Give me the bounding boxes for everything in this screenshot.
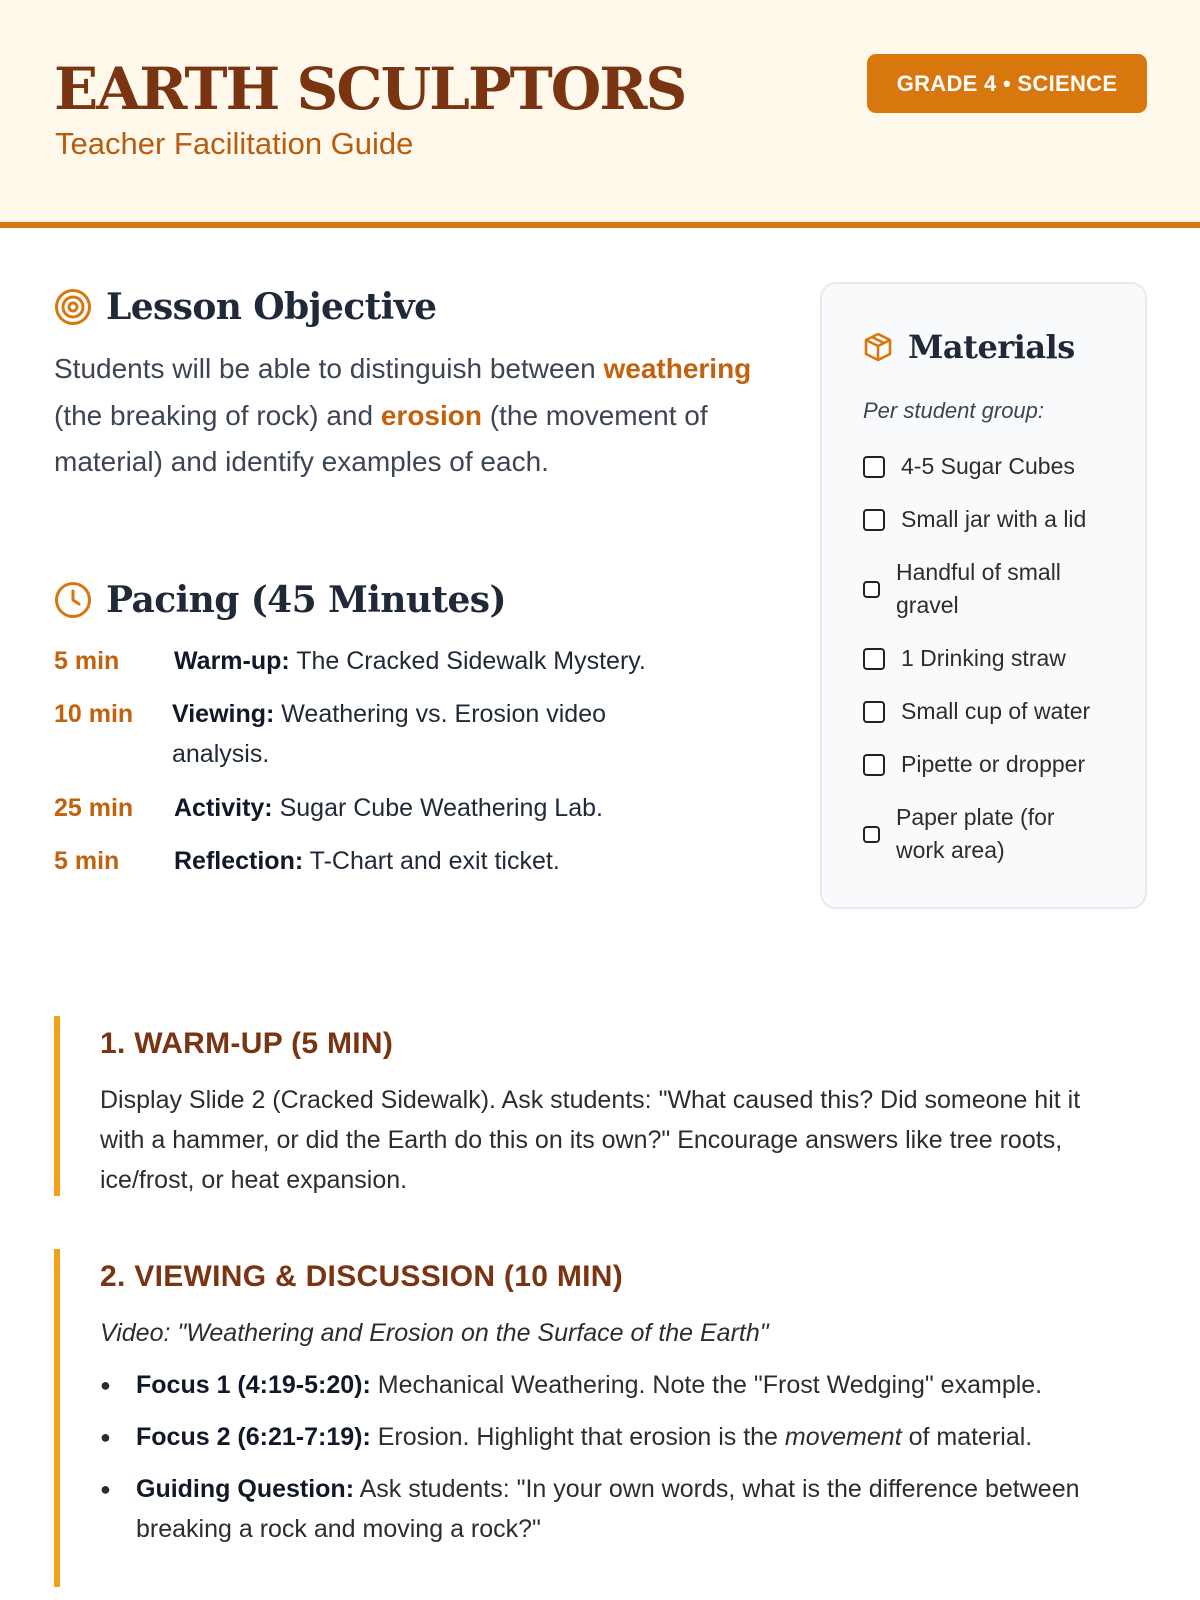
pacing-row xyxy=(54,694,774,774)
objective-text-part: (the movement of material) and identify examples of each. xyxy=(54,399,708,477)
focus-label: Focus 1 (4:19-5:20): xyxy=(136,1371,371,1399)
material-label-line: Paper plate (for xyxy=(896,804,1055,830)
pacing-description xyxy=(174,641,734,681)
material-label-line: Handful of small xyxy=(896,559,1061,585)
focus-text: of material. xyxy=(901,1423,1033,1451)
pacing-row xyxy=(54,841,774,881)
pacing-text: Weathering vs. Erosion video analysis. xyxy=(172,700,606,768)
pacing-row xyxy=(54,641,774,681)
material-item[interactable] xyxy=(863,503,1086,536)
pacing-heading xyxy=(54,579,506,621)
material-label: Small jar with a lid xyxy=(901,506,1087,532)
material-label xyxy=(896,556,1061,622)
bullet-icon: ● xyxy=(100,1479,111,1499)
page-header xyxy=(0,0,1200,228)
page-title: EARTH SCULPTORS xyxy=(54,55,686,123)
objective-text xyxy=(54,346,774,486)
pacing-text: T-Chart and exit ticket. xyxy=(303,847,560,875)
material-item[interactable] xyxy=(863,801,1055,867)
pacing-label: Warm-up: xyxy=(174,647,290,675)
focus-text: Erosion. Highlight that erosion is the xyxy=(370,1423,785,1451)
material-item[interactable] xyxy=(863,748,1085,781)
checkbox[interactable] xyxy=(863,581,880,598)
checkbox[interactable] xyxy=(863,826,880,843)
pacing-time: 5 min xyxy=(54,647,120,675)
objective-text-part: Students will be able to distinguish between xyxy=(54,353,604,384)
focus-label: Guiding Question: xyxy=(136,1475,355,1503)
material-label: 1 Drinking straw xyxy=(901,645,1066,671)
pacing-time: 5 min xyxy=(54,847,120,875)
pacing-label: Activity: xyxy=(174,794,273,822)
per-group-label: Per student group: xyxy=(863,398,1045,423)
grade-subject-badge: GRADE 4 • SCIENCE xyxy=(867,54,1147,113)
viewing-title: 2. VIEWING & DISCUSSION (10 MIN) xyxy=(100,1260,623,1293)
pacing-label: Viewing: xyxy=(172,700,275,728)
material-label: 4-5 Sugar Cubes xyxy=(901,453,1075,479)
checkbox[interactable] xyxy=(863,701,885,723)
term-weathering: weathering xyxy=(603,353,752,384)
checkbox[interactable] xyxy=(863,456,885,478)
materials-heading-label: Materials xyxy=(908,328,1075,366)
video-title: Video: "Weathering and Erosion on the Surface of the Earth" xyxy=(100,1319,769,1347)
focus-text: Mechanical Weathering. Note the "Frost Wedging" example. xyxy=(370,1371,1043,1399)
term-erosion: erosion xyxy=(380,399,482,431)
warmup-body: Display Slide 2 (Cracked Sidewalk). Ask students: "What caused this? Did someone hit it with a hammer, or did the Earth do this on its own?" Encourage answers like tree roots, ice/frost, or heat expansion. xyxy=(100,1086,1081,1194)
material-label: Pipette or dropper xyxy=(901,751,1086,777)
warmup-section xyxy=(54,1016,1154,1196)
viewing-section xyxy=(54,1249,1154,1587)
material-label: Small cup of water xyxy=(901,698,1091,724)
material-label-line: work area) xyxy=(896,837,1005,863)
target-icon xyxy=(54,288,92,326)
materials-card xyxy=(820,282,1147,909)
focus-text: Ask students: "In your own words, what is the difference between breaking a rock and moving a rock?" xyxy=(136,1475,1080,1543)
pacing-row xyxy=(54,788,774,828)
pacing-description xyxy=(172,694,692,774)
list-item xyxy=(100,1417,1150,1457)
list-item xyxy=(100,1469,1150,1549)
pacing-label: Reflection: xyxy=(174,847,304,875)
material-item[interactable] xyxy=(863,450,1075,483)
material-item[interactable] xyxy=(863,642,1066,675)
pacing-time: 25 min xyxy=(54,794,134,822)
pacing-description xyxy=(174,841,734,881)
clock-icon xyxy=(54,581,92,619)
page-subtitle: Teacher Facilitation Guide xyxy=(55,126,414,161)
pacing-text: Sugar Cube Weathering Lab. xyxy=(272,794,603,822)
material-label-line: gravel xyxy=(896,592,959,618)
material-item[interactable] xyxy=(863,695,1090,728)
pacing-time: 10 min xyxy=(54,700,134,728)
focus-emphasis: movement xyxy=(784,1423,902,1451)
checkbox[interactable] xyxy=(863,754,885,776)
pacing-text: The Cracked Sidewalk Mystery. xyxy=(289,647,646,675)
focus-list xyxy=(100,1365,1150,1549)
warmup-title: 1. WARM-UP (5 MIN) xyxy=(100,1027,394,1060)
material-label xyxy=(896,801,1055,867)
checkbox[interactable] xyxy=(863,648,885,670)
pacing-heading-label: Pacing (45 Minutes) xyxy=(106,579,506,621)
objective-heading-label: Lesson Objective xyxy=(106,286,437,328)
bullet-icon: ● xyxy=(100,1375,111,1395)
checkbox[interactable] xyxy=(863,509,885,531)
box-icon xyxy=(862,331,894,363)
bullet-icon: ● xyxy=(100,1427,111,1447)
material-item[interactable] xyxy=(863,556,1061,622)
list-item xyxy=(100,1365,1150,1405)
pacing-description xyxy=(174,788,734,828)
objective-text-part: (the breaking of rock) and xyxy=(54,399,381,431)
focus-label: Focus 2 (6:21-7:19): xyxy=(136,1423,371,1451)
materials-heading xyxy=(862,328,1075,366)
objective-heading xyxy=(54,286,436,328)
